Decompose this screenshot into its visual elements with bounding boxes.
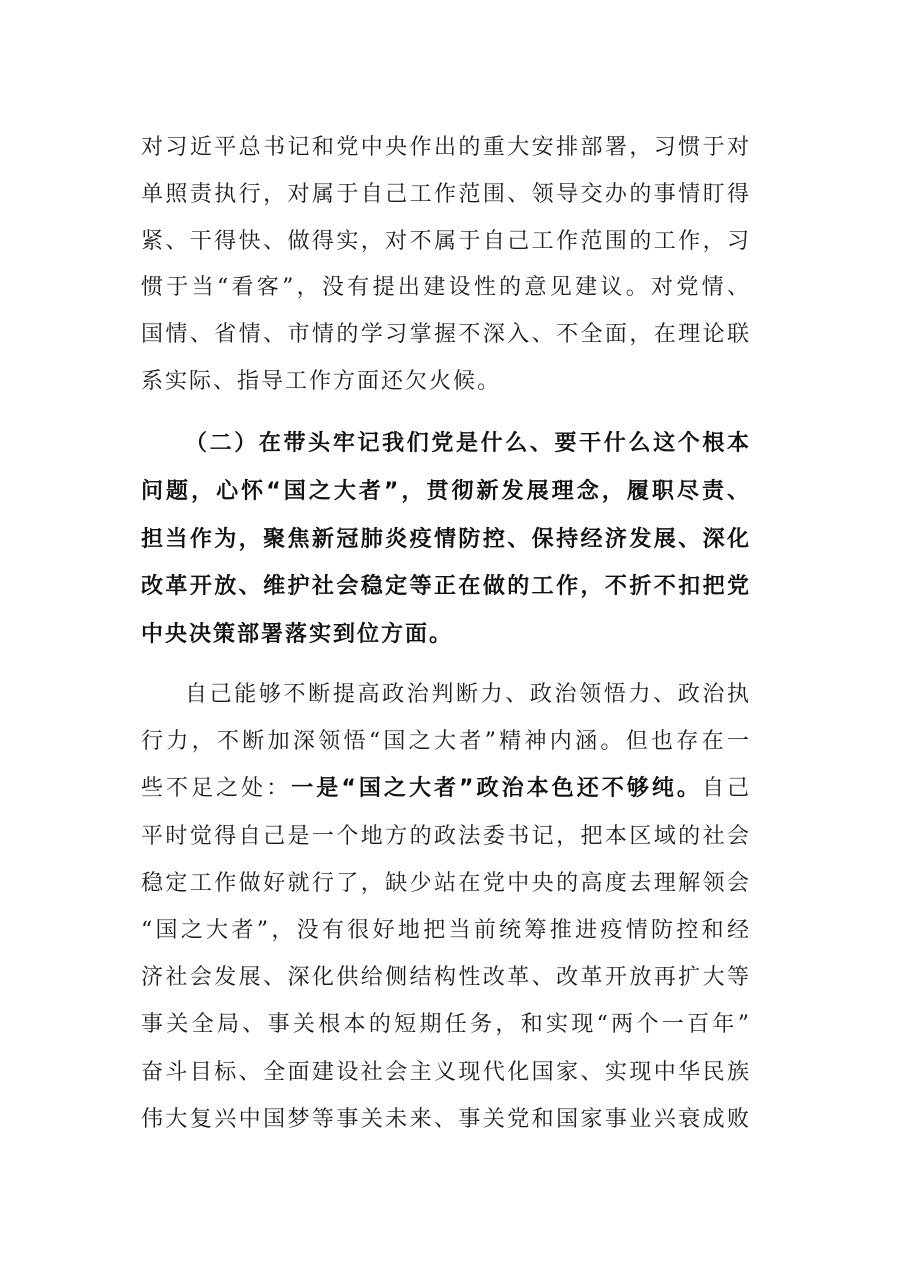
- text-line: 国情、省情、市情的学习掌握不深入、不全面，在理论联: [141, 322, 751, 348]
- text-segment: 自己: [701, 776, 751, 802]
- text-line: 稳定工作做好就行了，缺少站在党中央的高度去理解领会: [141, 870, 751, 896]
- text-line-mixed: [141, 765, 751, 812]
- text-line: 伟大复兴中国梦等事关未来、事关党和国家事业兴衰成败: [141, 1106, 751, 1132]
- heading-line: 中央决策部署落实到位方面。: [141, 622, 454, 648]
- text-line: 济社会发展、深化供给侧结构性改革、改革开放再扩大等: [141, 965, 751, 991]
- heading-line: （二）在带头牢记我们党是什么、要干什么这个根本: [185, 431, 751, 456]
- section-heading: [141, 420, 751, 659]
- text-line: 奋斗目标、全面建设社会主义现代化国家、实现中华民族: [141, 1059, 751, 1085]
- text-line: 对习近平总书记和党中央作出的重大安排部署，习惯于对: [141, 135, 751, 160]
- text-line: 紧、干得快、做得实，对不属于自己工作范围的工作，习: [141, 228, 751, 254]
- text-line: 事关全局、事关根本的短期任务，和实现“两个一百年”: [141, 1012, 751, 1038]
- text-line: 单照责执行，对属于自己工作范围、领导交办的事情盯得: [141, 181, 751, 207]
- text-line: 平时觉得自己是一个地方的政法委书记，把本区域的社会: [141, 823, 751, 849]
- text-line: 自己能够不断提高政治判断力、政治领悟力、政治执: [185, 682, 751, 707]
- heading-line: 改革开放、维护社会稳定等正在做的工作，不折不扣把党: [141, 574, 751, 600]
- text-line: 系实际、指导工作方面还欠火候。: [141, 368, 502, 394]
- text-line: 行力，不断加深领悟“国之大者”精神内涵。但也存在一: [141, 729, 751, 755]
- bold-key-point: 一是“国之大者”政治本色还不够纯。: [291, 776, 702, 802]
- text-line: 惯于当“看客”，没有提出建设性的意见建议。对党情、: [141, 275, 751, 301]
- paragraph-1: [141, 125, 751, 406]
- paragraph-2: [141, 671, 751, 1143]
- text-segment: 些不足之处：: [141, 776, 292, 802]
- text-line: “国之大者”，没有很好地把当前统筹推进疫情防控和经: [141, 918, 751, 944]
- heading-line: 问题，心怀“国之大者”，贯彻新发展理念，履职尽责、: [141, 478, 751, 504]
- heading-line: 担当作为，聚焦新冠肺炎疫情防控、保持经济发展、深化: [141, 526, 751, 552]
